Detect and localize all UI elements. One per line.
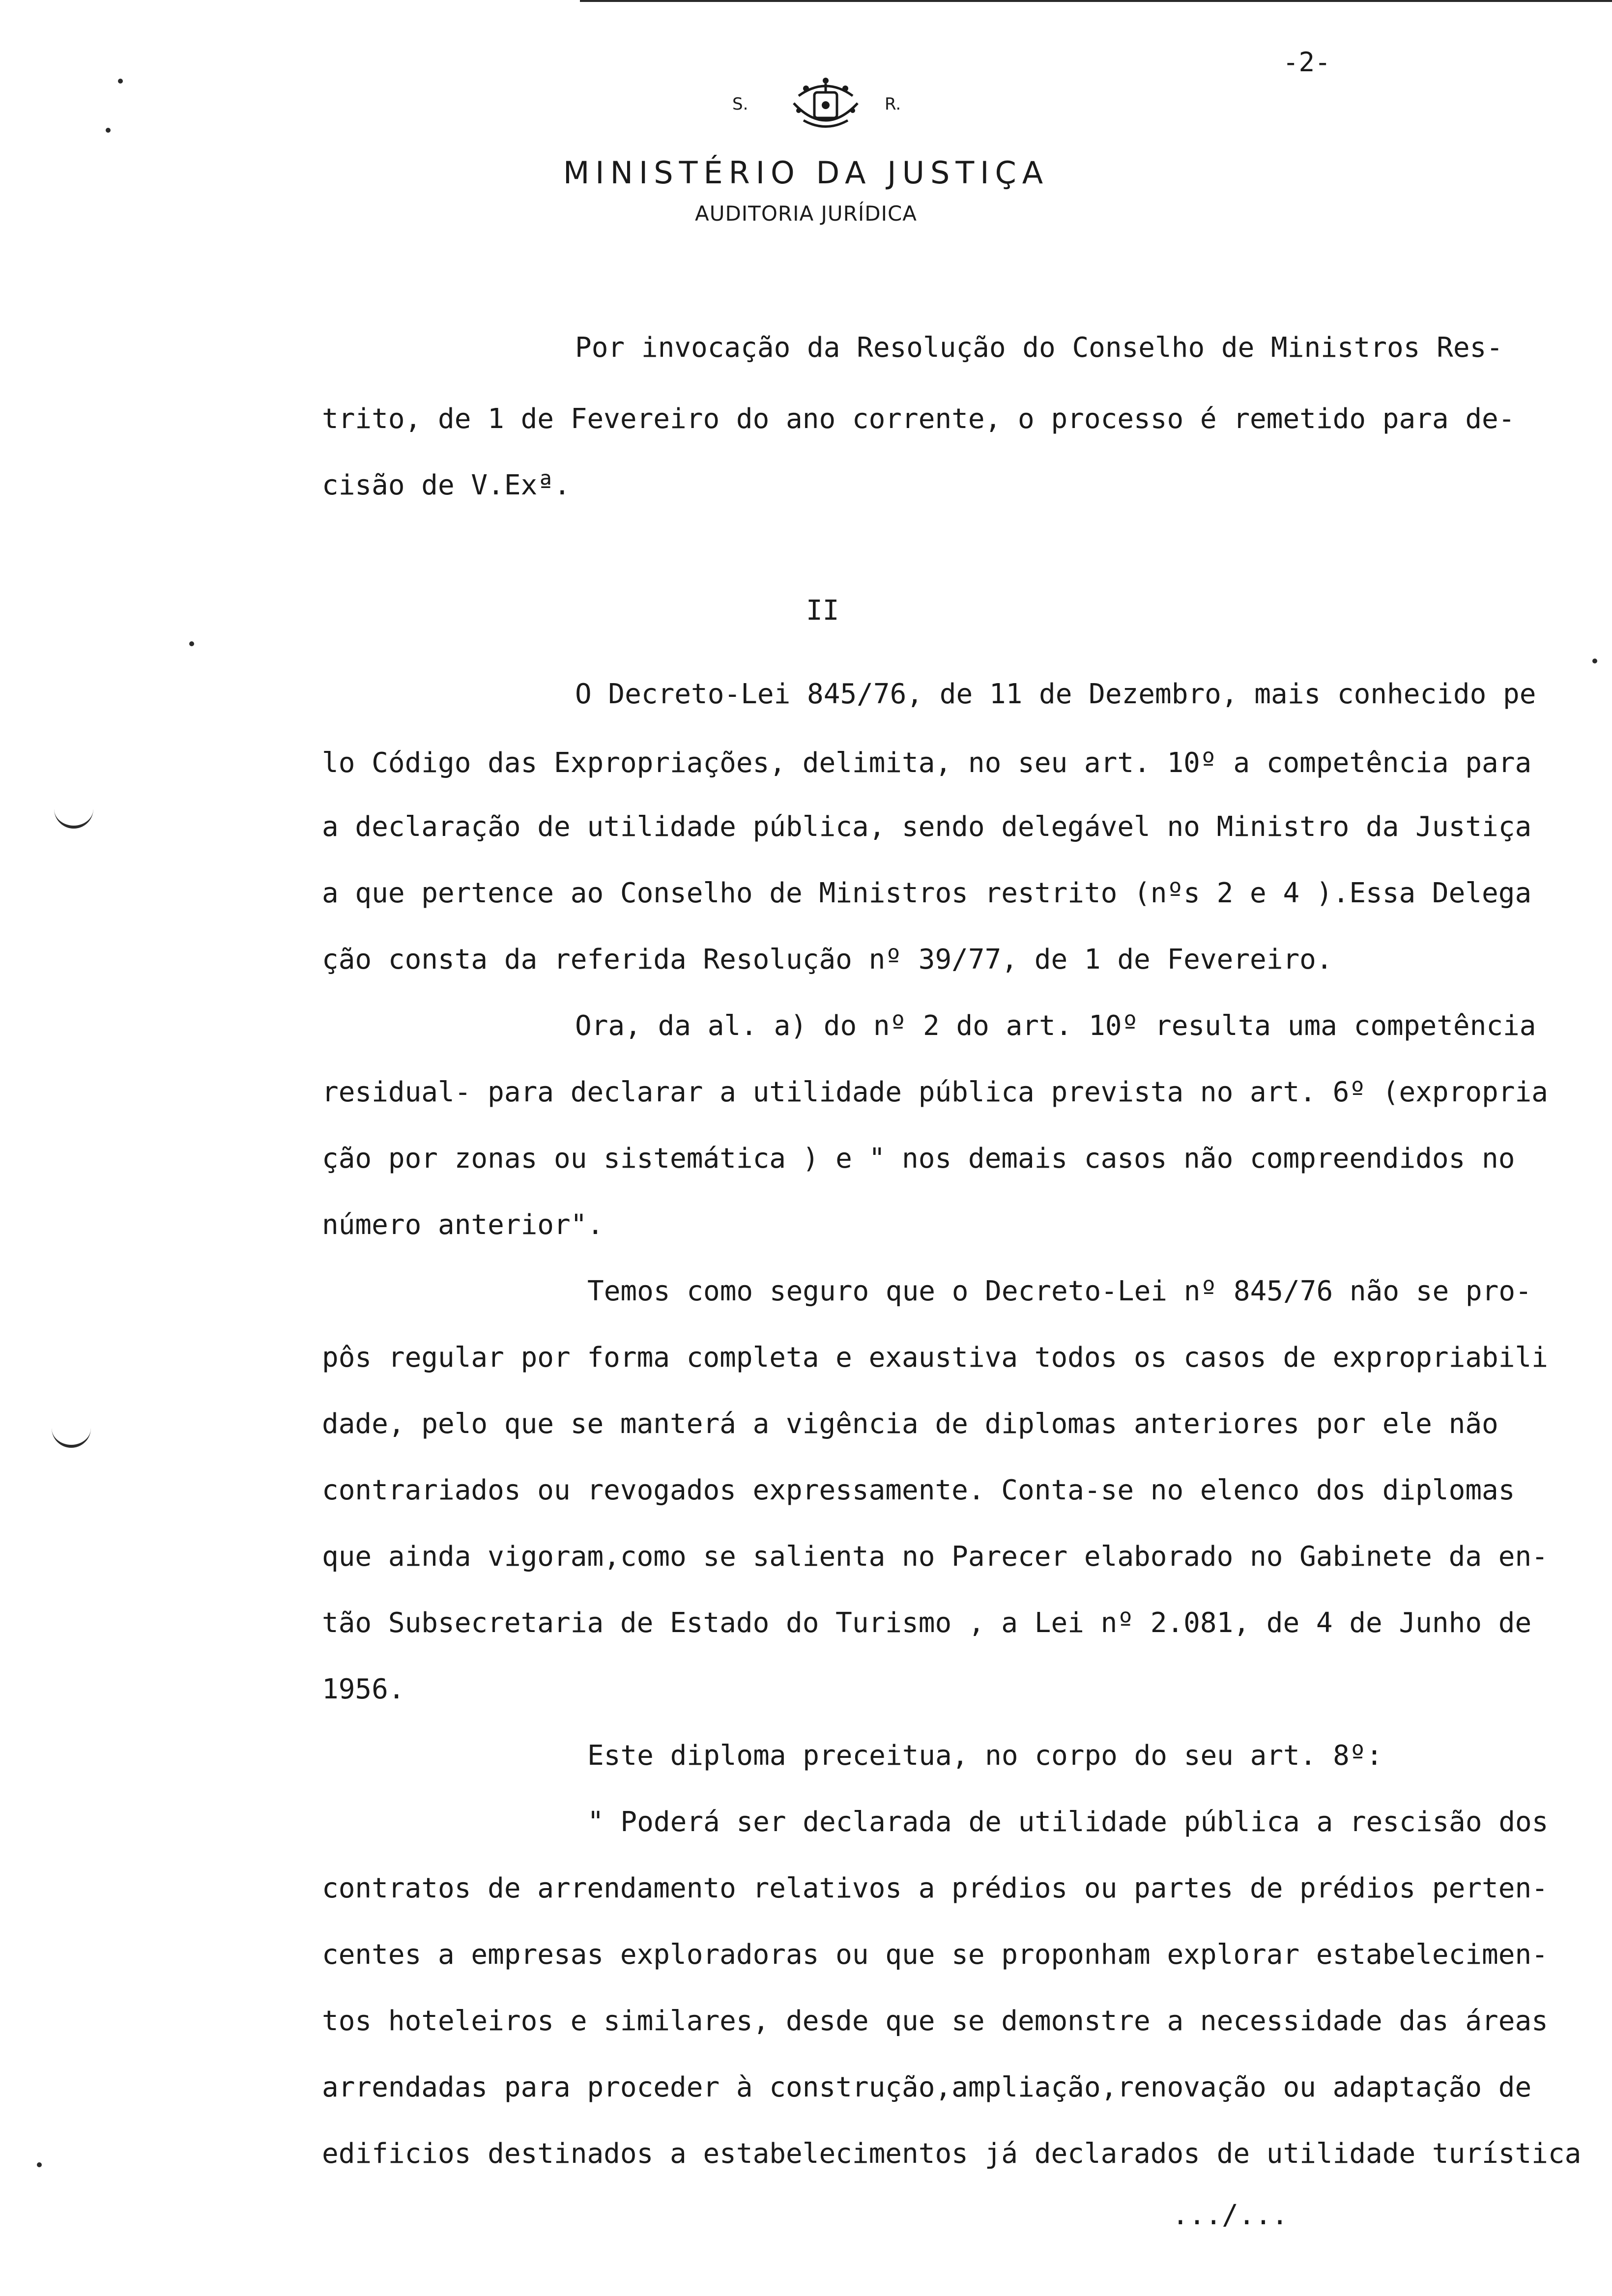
text-line: 1956. (322, 1673, 405, 1705)
text-line: Ora, da al. a) do nº 2 do art. 10º resulta uma competência (575, 1010, 1536, 1042)
text-line: " Poderá ser declarada de utilidade pública a rescisão dos (587, 1806, 1549, 1838)
speck (118, 79, 123, 84)
text-line: ção consta da referida Resolução nº 39/77, de 1 de Fevereiro. (322, 944, 1333, 976)
text-line: Este diploma preceitua, no corpo do seu art. 8º: (587, 1740, 1383, 1772)
text-line: residual- para declarar a utilidade pública prevista no art. 6º (expropria (322, 1076, 1548, 1108)
text-line: pôs regular por forma completa e exaustiva todos os casos de expropriabili (322, 1342, 1548, 1374)
text-line: Por invocação da Resolução do Conselho de Ministros Res- (575, 332, 1503, 364)
coat-of-arms-header (732, 74, 899, 147)
punch-hole-mark (52, 1415, 91, 1448)
text-line: a que pertence ao Conselho de Ministros restrito (nºs 2 e 4 ).Essa Delega (322, 877, 1532, 909)
text-line: contrariados ou revogados expressamente. Conta-se no elenco dos diplomas (322, 1474, 1515, 1506)
text-line: tos hoteleiros e similares, desde que se demonstre a necessidade das áreas (322, 2005, 1548, 2037)
coat-of-arms-icon (784, 74, 867, 140)
department-subtitle: AUDITORIA JURÍDICA (694, 201, 918, 226)
section-numeral: II (806, 595, 839, 627)
speck (106, 128, 111, 133)
text-line: Temos como seguro que o Decreto-Lei nº 845/76 não se pro- (587, 1275, 1532, 1307)
text-line: trito, de 1 de Fevereiro do ano corrente, o processo é remetido para de- (322, 403, 1515, 435)
text-line: a declaração de utilidade pública, sendo delegável no Ministro da Justiça (322, 811, 1532, 843)
emblem-letter-s: S. (732, 94, 748, 114)
top-rule (580, 0, 1612, 2)
emblem-letter-r: R. (885, 94, 901, 114)
speck (1592, 659, 1597, 663)
speck (189, 641, 194, 646)
text-line: número anterior". (322, 1209, 604, 1241)
page-number: -2- (1283, 47, 1331, 78)
text-line: cisão de V.Exª. (322, 469, 571, 501)
text-line: O Decreto-Lei 845/76, de 11 de Dezembro, mais conhecido pe (575, 678, 1536, 710)
continuation-marker: .../... (1172, 2199, 1289, 2231)
text-line: centes a empresas exploradoras ou que se proponham explorar estabelecimen- (322, 1939, 1548, 1971)
text-line: que ainda vigoram,como se salienta no Parecer elaborado no Gabinete da en- (322, 1541, 1548, 1573)
text-line: edificios destinados a estabelecimentos já declarados de utilidade turística (322, 2138, 1582, 2170)
text-line: dade, pelo que se manterá a vigência de diplomas anteriores por ele não (322, 1408, 1498, 1440)
text-line: contratos de arrendamento relativos a prédios ou partes de prédios perten- (322, 1872, 1548, 1904)
text-line: tão Subsecretaria de Estado do Turismo , a Lei nº 2.081, de 4 de Junho de (322, 1607, 1532, 1639)
punch-hole-mark (54, 796, 93, 829)
speck (37, 2162, 42, 2167)
text-line: arrendadas para proceder à construção,ampliação,renovação ou adaptação de (322, 2071, 1532, 2103)
ministry-title: MINISTÉRIO DA JUSTIÇA (563, 155, 1049, 191)
text-line: ção por zonas ou sistemática ) e " nos demais casos não compreendidos no (322, 1143, 1515, 1175)
text-line: lo Código das Expropriações, delimita, no seu art. 10º a competência para (322, 747, 1532, 779)
